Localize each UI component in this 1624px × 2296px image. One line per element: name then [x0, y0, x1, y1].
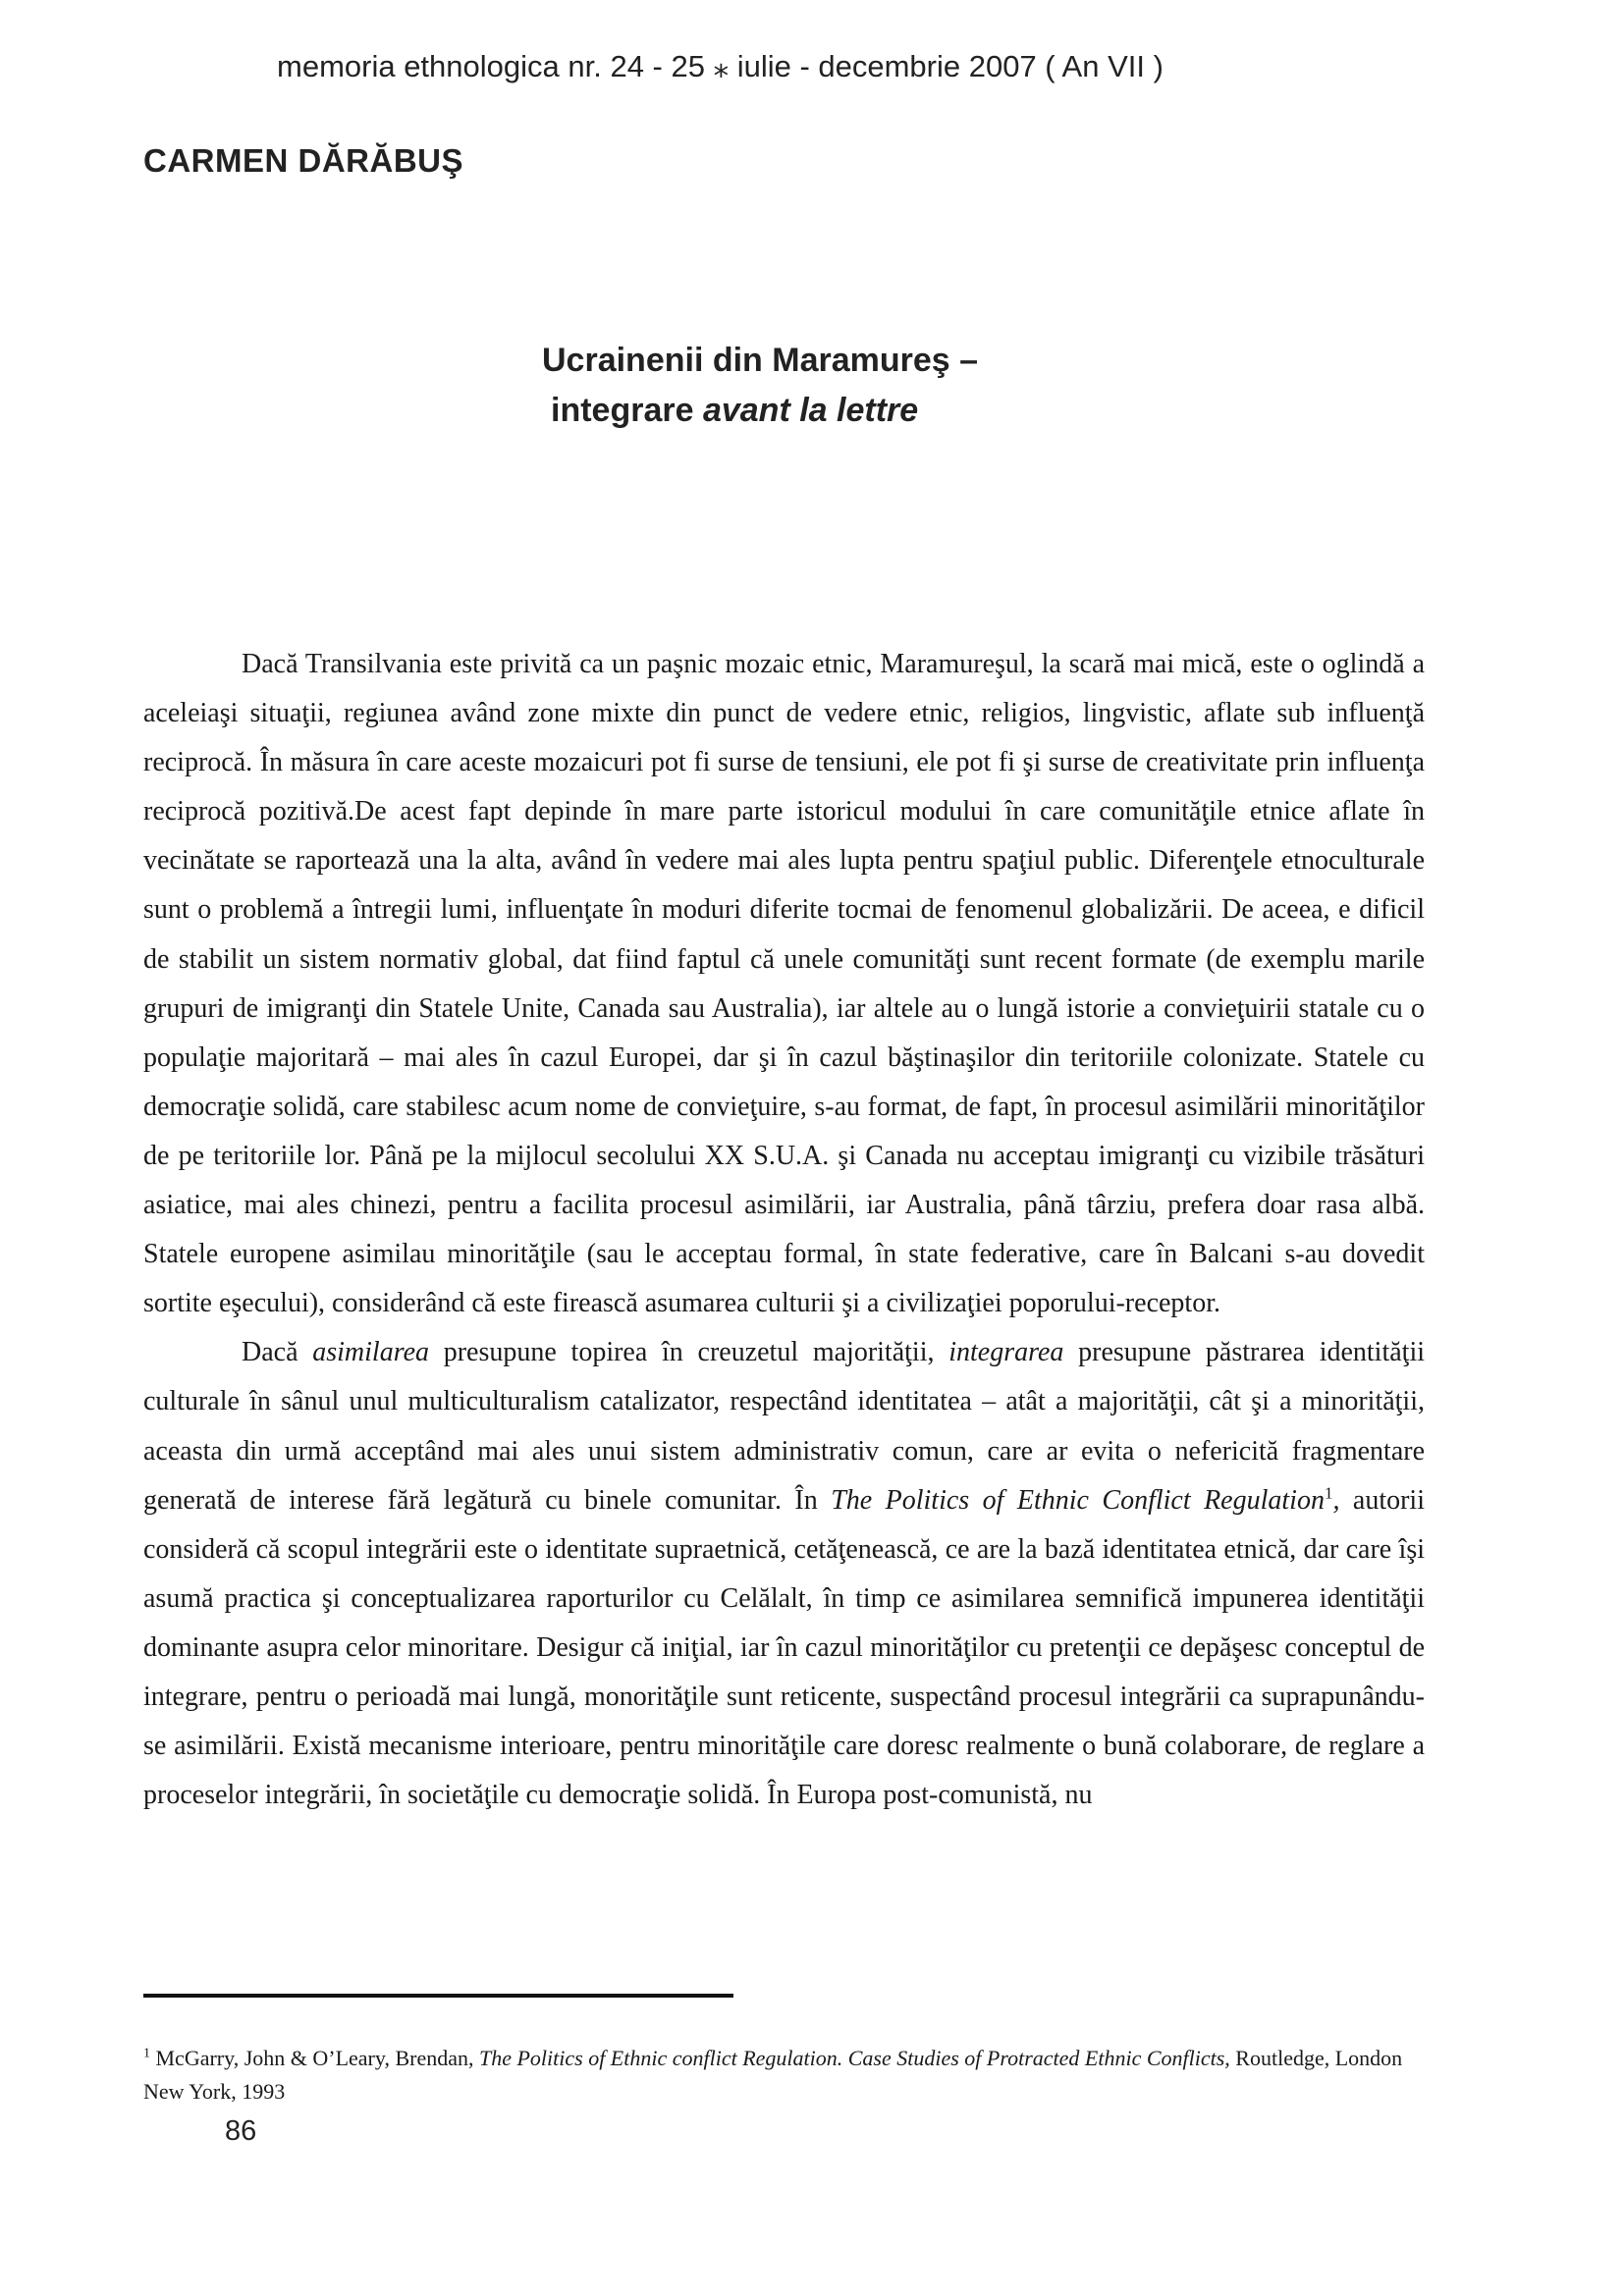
footnote-title: The Politics of Ethnic conflict Regulation. Case Studies of Protracted Ethnic Conflicts,: [478, 2046, 1230, 2070]
term-asimilarea: asimilarea: [312, 1337, 429, 1368]
footnote-1: [143, 2042, 1430, 2109]
p2-comma: ,: [1332, 1484, 1340, 1516]
paragraph-2: [143, 1328, 1425, 1820]
running-head: memoria ethnologica nr. 24 - 25 ⁎ iulie - decembrie 2007 ( An VII ): [277, 49, 1164, 83]
footnote-authors: McGarry, John & O’Leary, Brendan,: [150, 2046, 479, 2070]
article-body: [143, 640, 1425, 1820]
p2-text-1: Dacă: [242, 1337, 313, 1368]
title-line-2-text: integrare: [551, 392, 703, 429]
cited-book-title: The Politics of Ethnic Conflict Regulation: [831, 1484, 1325, 1516]
p2-text-3: presupune păstrarea identităţii culturale în sânul unul multiculturalism catalizator, respectând identitatea – atât a majorităţii, cât şi a minorităţii, aceasta din urmă acceptând mai ales unui sistem administrativ comun, care ar evita o nefericită fragmentare generată de interese fără legătură cu binele comunitar. În: [143, 1337, 1426, 1516]
term-integrarea: integrarea: [948, 1337, 1064, 1368]
title-line-2-italic: avant la lettre: [702, 392, 919, 429]
footnote-separator: [143, 1994, 733, 1998]
p2-text-4: autorii consideră că scopul integrării este o identitate supraetnică, cetăţenească, ce are la bază identitatea etnică, dar care îşi asumă practica şi conceptualizarea raporturilor cu Celălalt, în timp ce asimilarea semnifică impunerea identităţii dominante asupra celor minoritare. Desigur că iniţial, iar în cazul minorităţilor cu pretenţii ce depăşesc conceptul de integrare, pentru o perioadă mai lungă, monorităţile sunt reticente, suspectând procesul integrării ca suprapunându-se asimilării. Există mecanisme interioare, pentru minorităţile care doresc realmente o bună colaborare, de reglare a proceselor integrării, în societăţile cu democraţie solidă. În Europa post-comunistă, nu: [143, 1484, 1425, 1811]
footnote-reference[interactable]: 1: [1324, 1483, 1333, 1503]
article-title-line-1: Ucrainenii din Maramureş –: [542, 342, 979, 379]
page-number: 86: [225, 2115, 257, 2147]
article-title-line-2: [551, 392, 918, 430]
footnote-number: 1: [143, 2046, 150, 2061]
paragraph-1: Dacă Transilvania este privită ca un paşnic mozaic etnic, Maramureşul, la scară mai mică, este o oglindă a aceleiaşi situaţii, regiunea având zone mixte din punct de vedere etnic, religios, lingvistic, aflate sub influenţă reciprocă. În măsura în care aceste mozaicuri pot fi surse de tensiuni, ele pot fi şi surse de creativitate prin influenţa reciprocă pozitivă.De acest fapt depinde în mare parte istoricul modului în care comunităţile etnice aflate în vecinătate se raportează una la alta, având în vedere mai ales lupta pentru spaţiul public. Diferenţele etnoculturale sunt o problemă a întregii lumi, influenţate în moduri diferite tocmai de fenomenul globalizării. De aceea, e dificil de stabilit un sistem normativ global, dat fiind faptul că unele comunităţi sunt recent formate (de exemplu marile grupuri de imigranţi din Statele Unite, Canada sau Australia), iar altele au o lungă istorie a convieţuirii statale cu o populaţie majoritară – mai ales în cazul Europei, dar şi în cazul băştinaşilor din teritoriile colonizate. Statele cu democraţie solidă, care stabilesc acum nome de convieţuire, s-au format, de fapt, în procesul asimilării minorităţilor de pe teritoriile lor. Până pe la mijlocul secolului XX S.U.A. şi Canada nu acceptau imigranţi cu vizibile trăsături asiatice, mai ales chinezi, pentru a facilita procesul asimilării, iar Australia, până târziu, prefera doar rasa albă. Statele europene asimilau minorităţile (sau le acceptau formal, în state federative, care în Balcani s-au dovedit sortite eşecului), considerând că este firească asumarea culturii şi a civilizaţiei poporului-receptor.: [143, 649, 1425, 1319]
author-name: CARMEN DĂRĂBUŞ: [143, 142, 463, 179]
footnote-publisher: Routledge, London New York, 1993: [143, 2046, 1403, 2104]
p2-text-2: presupune topirea în creuzetul majorităţii,: [429, 1337, 949, 1368]
